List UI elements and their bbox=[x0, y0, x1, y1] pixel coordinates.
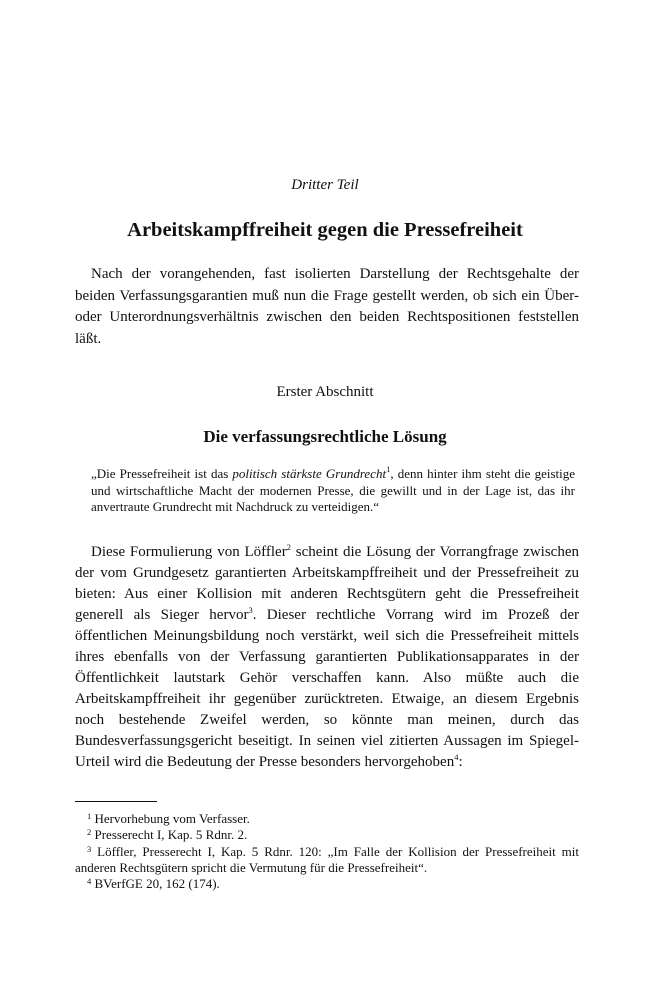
footnote-ref-2: 2 bbox=[286, 542, 291, 552]
body-text bbox=[75, 542, 579, 773]
quote-text-before: „Die Pressefreiheit ist das bbox=[91, 466, 233, 481]
footnote-ref-4: 4 bbox=[454, 752, 459, 762]
footnote-text: Presserecht I, Kap. 5 Rdnr. 2. bbox=[94, 827, 248, 843]
footnote-number: 1 bbox=[87, 811, 92, 821]
footnotes bbox=[75, 811, 579, 892]
footnote-3 bbox=[75, 844, 579, 877]
section-title: Die verfassungsrechtliche Lösung bbox=[203, 427, 447, 446]
footnote-divider bbox=[75, 801, 157, 802]
intro-text: Nach der vorangehenden, fast isolierten Darstellung der Rechtsgehalte der beiden Verfassungsgarantien muß nun die Frage gestellt werden, ob sich ein Über- oder Unterordnungsverhältnis zwischen den beiden Rechtspositionen feststellen läßt. bbox=[75, 266, 579, 347]
footnote-ref-1: 1 bbox=[386, 464, 391, 474]
quote-text-after: , denn hinter ihm steht die geistige und wirtschaftliche Macht der modernen Presse, die gewillt und in der Lage ist, das ihr anvertraute Grundrecht mit Nachdruck zu verteidigen.“ bbox=[91, 466, 575, 514]
footnote-2 bbox=[75, 827, 579, 843]
body-text-part-1: Diese Formulierung von Löffler bbox=[91, 544, 287, 560]
section-label: Erster Abschnitt bbox=[276, 384, 374, 400]
block-quote bbox=[91, 466, 575, 516]
footnote-number: 2 bbox=[87, 827, 92, 838]
body-text-part-4: : bbox=[458, 754, 463, 770]
footnote-text: Löffler, Presserecht I, Kap. 5 Rdnr. 120: „Im Falle der Kollision der Pressefreiheit mit anderen Rechtsgütern spricht die Vermutung für die Pressefreiheit“. bbox=[75, 843, 580, 875]
body-paragraph bbox=[75, 542, 579, 773]
body-text-part-3: . Dieser rechtliche Vorrang wird im Prozeß der öffentlichen Meinungsbildung noch verstärkt, weil sich die Pressefreiheit mittels ihres ebenfalls von der Verfassung garantierten Publikationsapparates in der Öffentlichkeit lautstark Gehör verschaffen kann. Also müßte auch die Arbeitskampffreiheit ihr gegenüber zurücktreten. Etwaige, an diesem Ergebnis noch bestehende Zweifel werden, so könnte man meinen, durch das Bundesverfassungsgericht beseitigt. In seinen viel zitierten Aussagen im Spiegel-Urteil wird die Bedeutung der Presse besonders hervorgehoben bbox=[75, 607, 579, 770]
footnote-text: Hervorhebung vom Verfasser. bbox=[94, 811, 250, 826]
part-label: Dritter Teil bbox=[291, 177, 359, 193]
footnote-4 bbox=[75, 876, 579, 892]
footnote-number: 4 bbox=[87, 876, 92, 887]
body-text-part-2: scheint die Lösung der Vorrangfrage zwischen der vom Grundgesetz garantierten Arbeitskampffreiheit und der Pressefreiheit zu bieten: Aus einer Kollision mit anderen Rechtsgütern geht die Pressefreiheit generell als Sieger hervor bbox=[75, 544, 579, 623]
footnote-text: BVerfGE 20, 162 (174). bbox=[94, 876, 220, 892]
footnote-ref-3: 3 bbox=[248, 605, 253, 615]
quote-emphasis: politisch stärkste Grundrecht bbox=[232, 466, 387, 481]
quote-text bbox=[91, 466, 575, 516]
intro-paragraph bbox=[75, 264, 579, 350]
footnote-number: 3 bbox=[87, 843, 92, 854]
footnote-1 bbox=[75, 811, 579, 827]
part-title: Arbeitskampffreiheit gegen die Pressefreiheit bbox=[127, 219, 523, 241]
